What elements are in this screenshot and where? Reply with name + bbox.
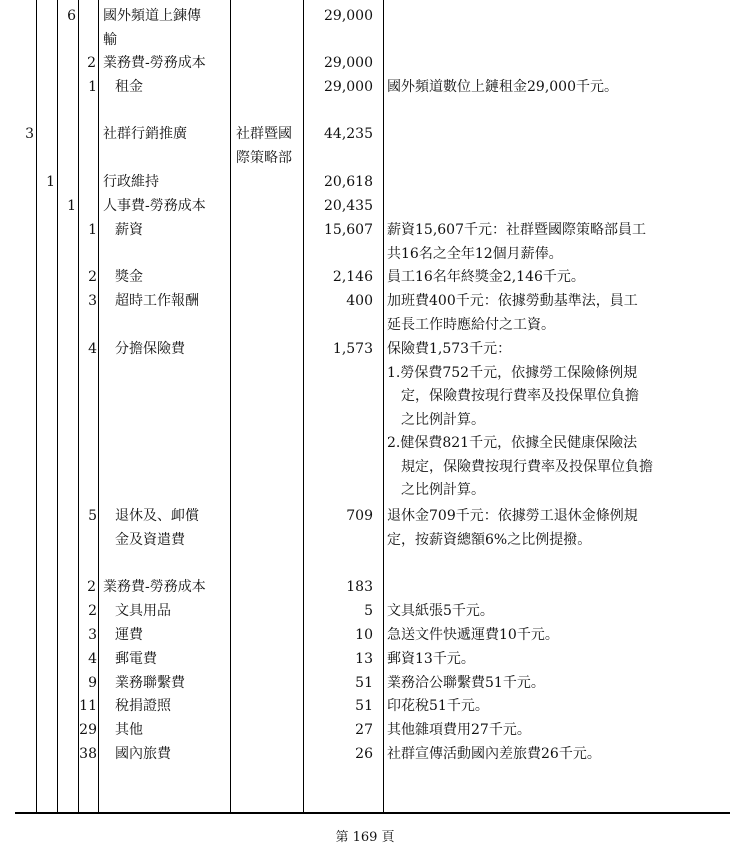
- description-line: 急送文件快遞運費10千元。: [387, 627, 559, 643]
- amount: 29,000: [324, 55, 373, 71]
- item-name: 國外頻道上鍊傳 輸: [103, 8, 201, 48]
- amount: 13: [355, 651, 373, 667]
- item-name: 國內旅費: [115, 746, 171, 762]
- item-description: [387, 743, 717, 767]
- amount: 20,435: [324, 198, 373, 214]
- code-c5: 38: [79, 746, 97, 762]
- amount: 183: [346, 579, 373, 595]
- item-description: [387, 624, 717, 648]
- amount: 27: [355, 722, 373, 738]
- description-line: 延長工作時應給付之工資。: [387, 316, 555, 333]
- description-line: 之比例計算。: [387, 482, 485, 498]
- table-bottom-rule: [15, 812, 730, 814]
- item-name: 行政維持: [103, 174, 159, 190]
- description-line: 之比例計算。: [387, 411, 485, 428]
- item-name: 運費: [115, 627, 143, 643]
- column-divider: [98, 0, 99, 812]
- item-name: 人事費-勞務成本: [103, 198, 206, 214]
- amount: 51: [355, 698, 373, 714]
- item-description: [387, 648, 717, 672]
- item-name: 業務費-勞務成本: [103, 579, 206, 595]
- description-line: 保險費1,573千元：: [387, 341, 512, 357]
- item-name: 獎金: [115, 269, 143, 285]
- code-c5: 4: [88, 651, 97, 667]
- item-name: 稅捐證照: [115, 698, 171, 714]
- code-c4: 2: [87, 579, 96, 595]
- item-name: 文具用品: [115, 603, 171, 619]
- item-name: 業務聯繫費: [115, 675, 185, 691]
- code-c1: 3: [25, 126, 34, 142]
- code-c5: 3: [88, 627, 97, 643]
- amount: 51: [355, 675, 373, 691]
- amount: 400: [346, 293, 373, 309]
- description-line: 業務洽公聯繫費51千元。: [387, 675, 545, 691]
- code-c5: 1: [88, 79, 97, 95]
- description-line: 印花稅51千元。: [387, 698, 489, 714]
- amount: 15,607: [324, 222, 373, 238]
- description-line: 退休金709千元：依據勞工退休金條例規: [387, 508, 638, 524]
- description-line: 其他雜項費用27千元。: [387, 722, 531, 738]
- description-line: 定，按薪資總額6%之比例提撥。: [387, 531, 592, 548]
- amount: 709: [346, 508, 373, 524]
- item-name: 業務費-勞務成本: [103, 55, 206, 71]
- amount: 44,235: [324, 126, 373, 142]
- description-line: 國外頻道數位上鏈租金29,000千元。: [387, 79, 618, 95]
- description-line: 員工16名年終獎金2,146千元。: [387, 269, 585, 285]
- amount: 5: [364, 603, 373, 619]
- code-c3: 1: [67, 198, 76, 214]
- amount: 29,000: [324, 79, 373, 95]
- code-c5: 11: [79, 698, 97, 714]
- item-name: 薪資: [115, 222, 143, 238]
- code-c5: 29: [79, 722, 97, 738]
- description-line: 1.勞保費752千元，依據勞工保險條例規: [387, 364, 638, 381]
- description-line: 2.健保費821千元，依據全民健康保險法: [387, 435, 638, 451]
- description-line: 加班費400千元：依據勞動基準法，員工: [387, 293, 638, 309]
- amount: 2,146: [332, 269, 373, 285]
- code-c5: 3: [88, 293, 97, 309]
- amount: 29,000: [324, 8, 373, 24]
- item-description: [387, 719, 717, 743]
- code-c5: 5: [88, 508, 97, 524]
- amount: 10: [355, 627, 373, 643]
- code-c5: 2: [88, 269, 97, 285]
- item-name: 分擔保險費: [115, 341, 185, 357]
- description-line: 社群宣傳活動國內差旅費26千元。: [387, 746, 601, 762]
- item-name: 超時工作報酬: [115, 293, 199, 309]
- description-line: 規定，保險費按現行費率及投保單位負擔: [387, 458, 653, 475]
- code-c5: 1: [88, 222, 97, 238]
- amount: 26: [355, 746, 373, 762]
- column-divider: [57, 0, 58, 812]
- item-description: [387, 695, 717, 719]
- description-line: 薪資15,607千元：社群暨國際策略部員工: [387, 222, 646, 238]
- item-name: 其他: [115, 722, 143, 738]
- item-description: [387, 290, 717, 337]
- description-line: 共16名之全年12個月薪俸。: [387, 245, 563, 262]
- code-c5: 4: [88, 341, 97, 357]
- column-divider: [36, 0, 37, 812]
- code-c4: 2: [87, 55, 96, 71]
- item-description: [387, 76, 717, 100]
- column-divider: [383, 0, 384, 812]
- column-divider: [303, 0, 304, 812]
- item-name: 租金: [115, 79, 143, 95]
- description-line: 文具紙張5千元。: [387, 603, 494, 619]
- item-name: 退休及、卹償 金及資遣費: [115, 508, 199, 548]
- amount: 20,618: [324, 174, 373, 190]
- code-c5: 9: [88, 675, 97, 691]
- item-description: [387, 600, 717, 624]
- item-description: [387, 266, 717, 290]
- item-name: 社群行銷推廣: [103, 126, 187, 142]
- item-description: [387, 505, 717, 552]
- item-description: [387, 219, 717, 266]
- amount: 1,573: [332, 341, 373, 357]
- description-line: 定，保險費按現行費率及投保單位負擔: [387, 388, 639, 404]
- item-description: [387, 338, 717, 503]
- code-c2: 1: [46, 174, 55, 190]
- code-c5: 2: [88, 603, 97, 619]
- department: 社群暨國 際策略部: [236, 126, 292, 166]
- item-description: [387, 672, 717, 696]
- column-divider: [230, 0, 231, 812]
- code-c3: 6: [67, 8, 76, 24]
- item-name: 郵電費: [115, 651, 157, 667]
- page-number: 第 169 頁: [335, 830, 395, 845]
- description-line: 郵資13千元。: [387, 651, 475, 667]
